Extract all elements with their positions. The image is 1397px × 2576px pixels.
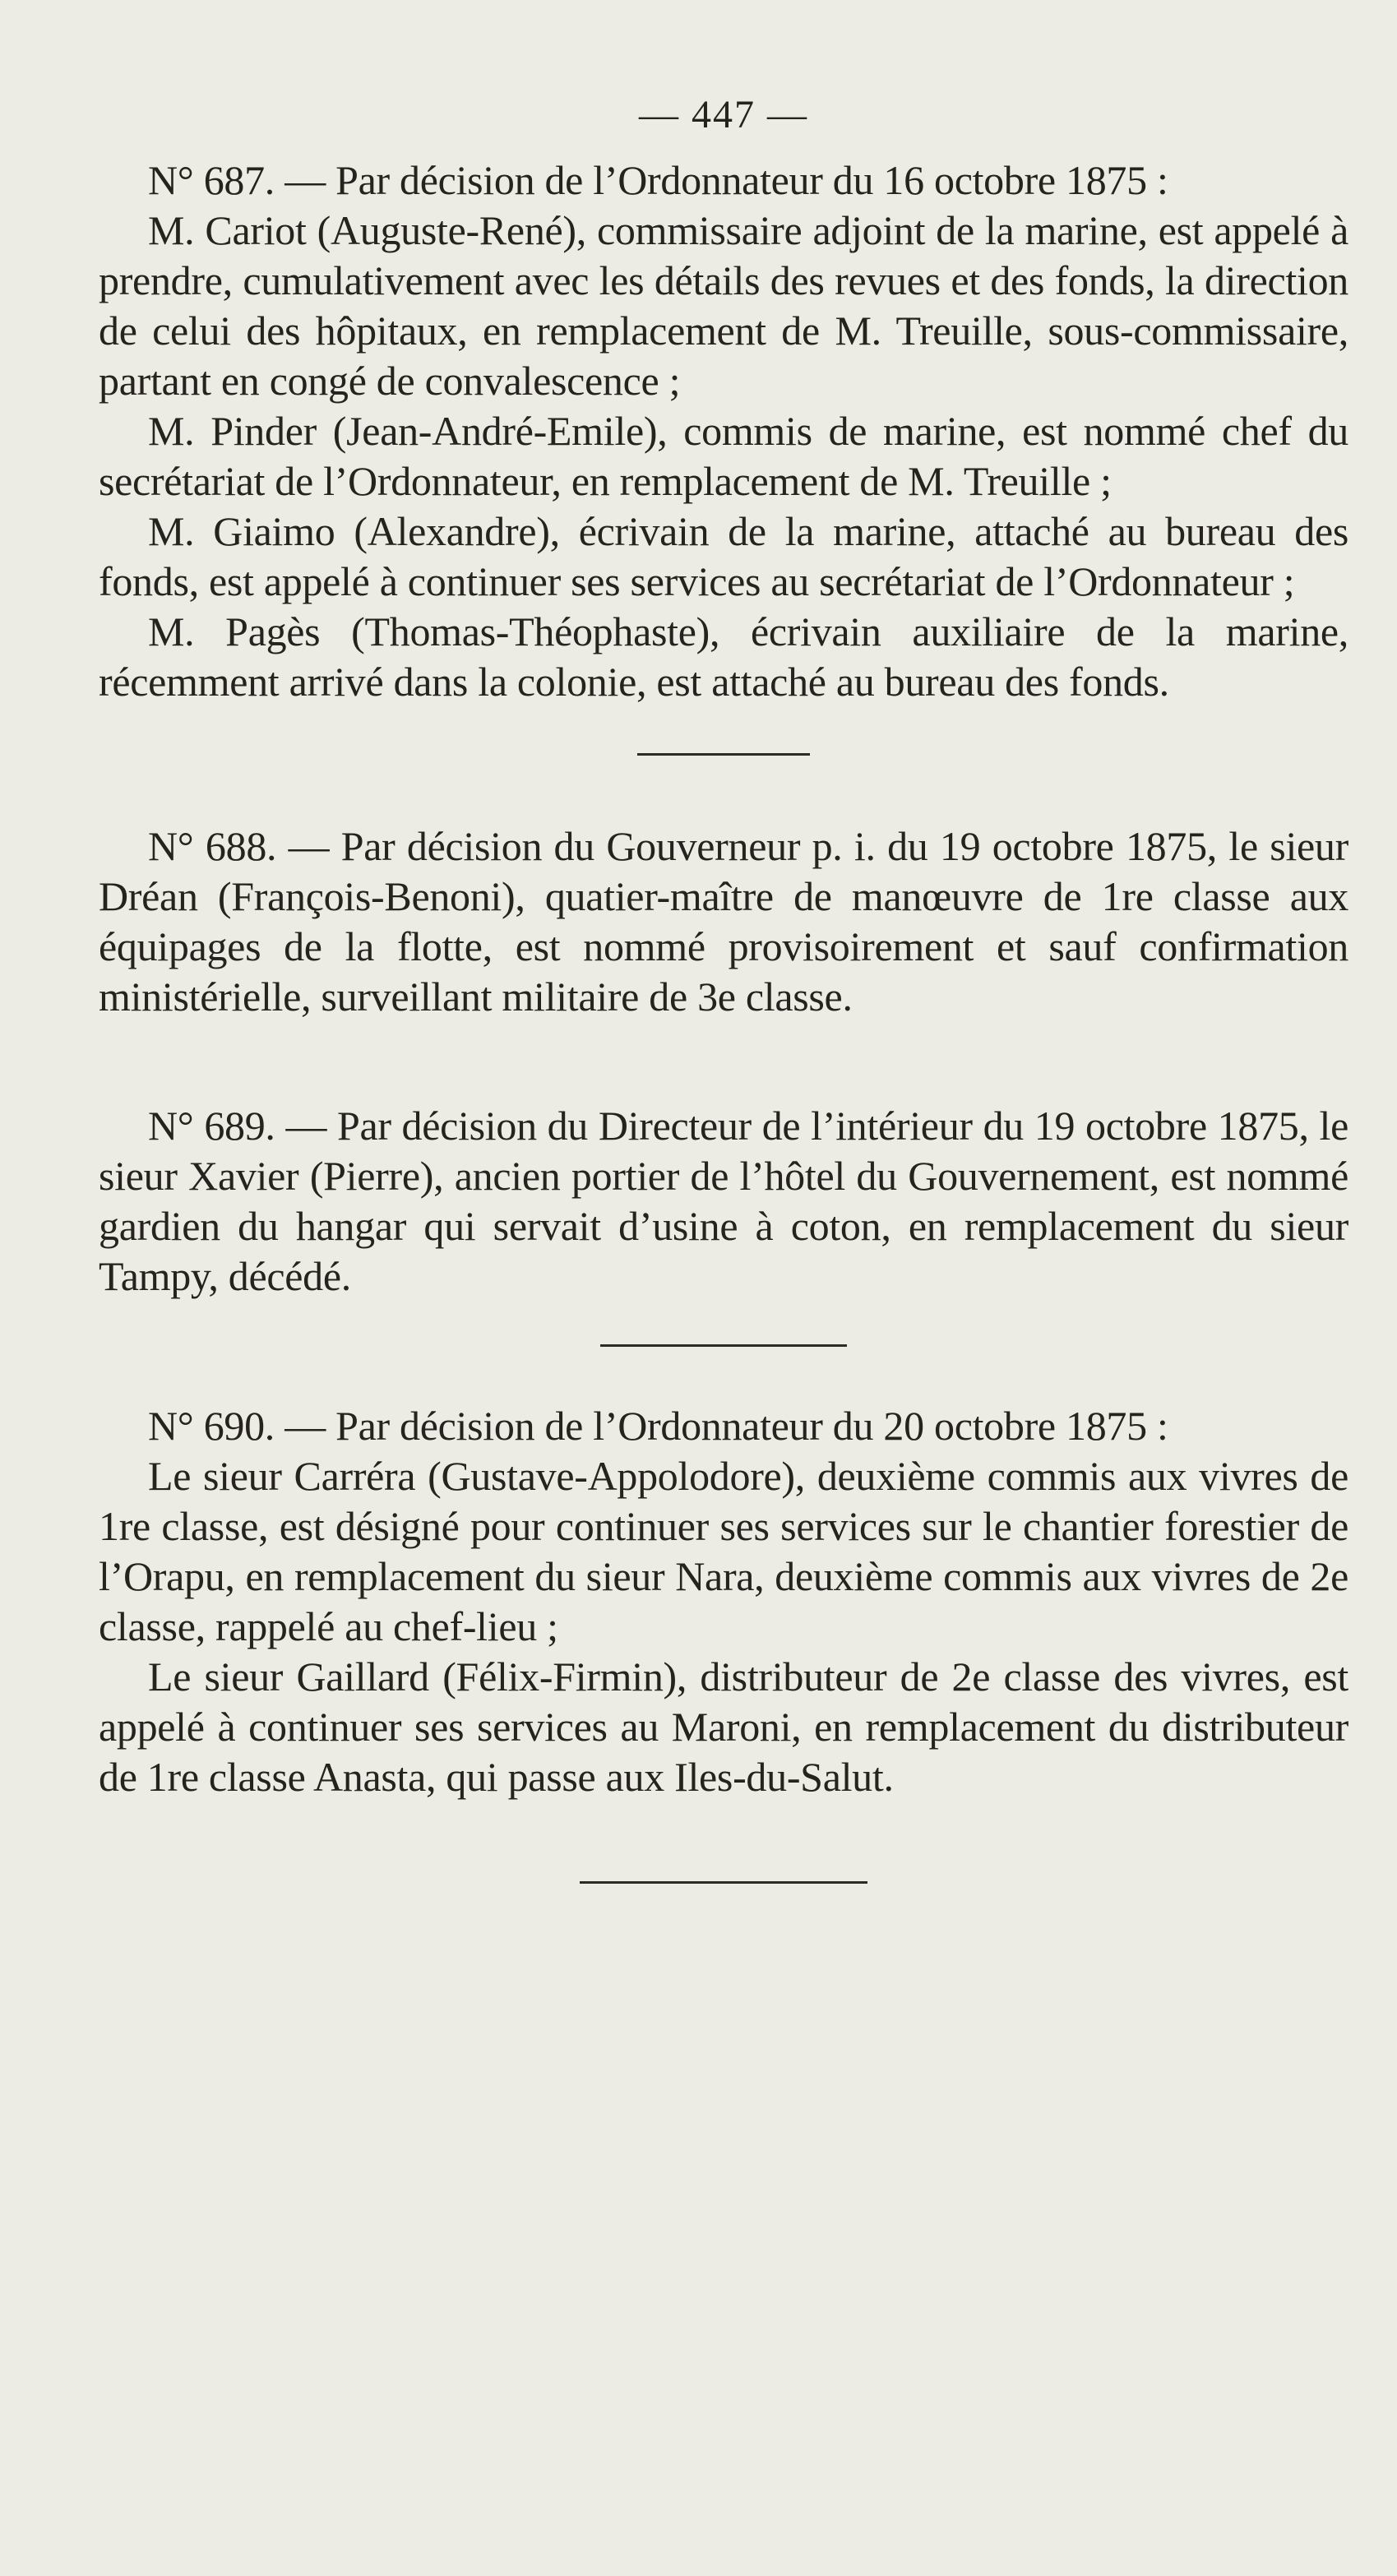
entry-paragraph: M. Pinder (Jean-André-Emile), commis de marine, est nommé chef du secrétariat de l’Ordonnateur, en remplacement de M. Treuille ; — [99, 408, 1348, 504]
entry-heading: N° 687. — Par décision de l’Ordonnateur du 16 octobre 1875 : — [148, 157, 1168, 203]
page-number: — 447 — — [639, 93, 808, 136]
entry-paragraph: M. Giaimo (Alexandre), écrivain de la marine, attaché au bureau des fonds, est appelé à continuer ses services au secrétariat de l’Ordonnateur ; — [99, 508, 1348, 604]
entry-paragraph: Le sieur Gaillard (Félix-Firmin), distributeur de 2e classe des vivres, est appelé à continuer ses services au Maroni, en remplacement du distributeur de 1re classe Anasta, qui passe aux Iles-du-Salut. — [99, 1653, 1348, 1800]
section-divider — [637, 753, 810, 756]
page-content — [99, 92, 1348, 1884]
section-divider — [580, 1881, 867, 1884]
entry-paragraph: M. Pagès (Thomas-Théophaste), écrivain auxiliaire de la marine, récemment arrivé dans la colonie, est attaché au bureau des fonds. — [99, 608, 1348, 705]
entry-687 — [99, 155, 1348, 707]
entry-paragraph: N° 688. — Par décision du Gouverneur p. i. du 19 octobre 1875, le sieur Dréan (François-Benoni), quatier-maître de manœuvre de 1re classe aux équipages de la flotte, est nommé provisoirement et sauf confirmation ministérielle, surveillant militaire de 3e classe. — [99, 823, 1348, 1020]
entry-heading: N° 690. — Par décision de l’Ordonnateur du 20 octobre 1875 : — [148, 1403, 1168, 1449]
section-divider — [600, 1344, 847, 1347]
section-spacer — [99, 1022, 1348, 1101]
entry-paragraph: Le sieur Carréra (Gustave-Appolodore), deuxième commis aux vivres de 1re classe, est désigné pour continuer ses services sur le chantier forestier de l’Orapu, en remplacement du sieur Nara, deuxième commis aux vivres de 2e classe, rappelé au chef-lieu ; — [99, 1453, 1348, 1649]
entry-paragraph: M. Cariot (Auguste-René), commissaire adjoint de la marine, est appelé à prendre, cumulativement avec les détails des revues et des fonds, la direction de celui des hôpitaux, en remplacement de M. Treuille, sous-commissaire, partant en congé de convalescence ; — [99, 207, 1348, 404]
entry-688 — [99, 821, 1348, 1022]
entry-paragraph: N° 689. — Par décision du Directeur de l’intérieur du 19 octobre 1875, le sieur Xavier (Pierre), ancien portier de l’hôtel du Gouvernement, est nommé gardien du hangar qui servait d’usine à coton, en remplacement du sieur Tampy, décédé. — [99, 1103, 1348, 1299]
entry-689 — [99, 1101, 1348, 1302]
entry-690 — [99, 1401, 1348, 1802]
